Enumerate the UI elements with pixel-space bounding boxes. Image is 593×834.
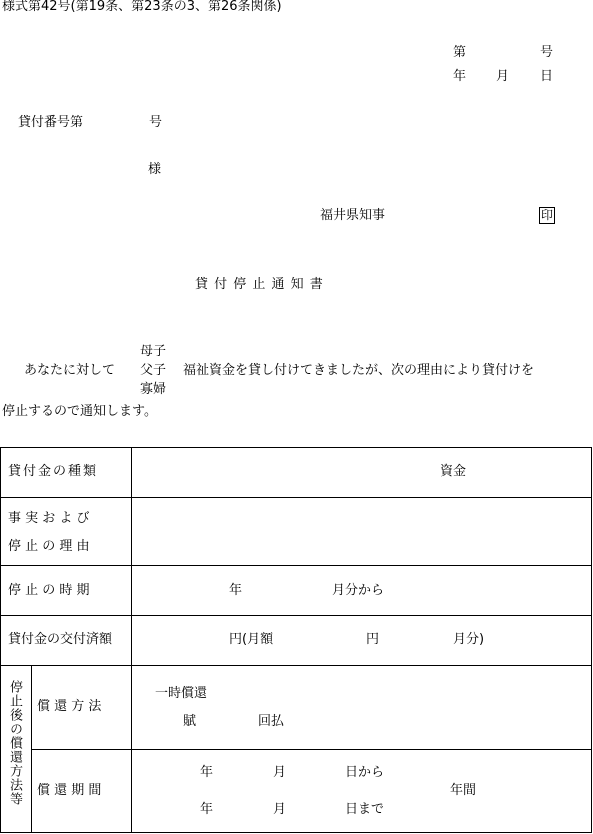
row-divider [31,749,592,750]
issuer-name: 福井県知事 [320,208,386,223]
option-kafu: 寡婦 [140,382,167,397]
row-divider [0,615,592,616]
body-line2: 停止するので通知します。 [2,404,157,419]
repayment-lump-sum: 一時償還 [155,686,208,701]
table-border-right [591,447,592,833]
repayment-installment-count: 回払 [258,714,285,729]
loan-number-prefix: 貸付番号第 [18,115,84,130]
option-boshi: 母子 [140,344,167,359]
column-divider [131,447,132,833]
loan-stop-table [0,447,592,833]
disbursed-months: 月分) [453,632,485,647]
period-end-year: 年 [200,802,214,817]
form-number-header: 様式第42号(第19条、第23条の3、第26条関係) [2,0,282,14]
seal-mark: 印 [541,208,554,222]
disbursed-yen-monthly: 円(月額 [229,632,274,647]
row-label-facts-line1: 事 実 お よ び [8,511,90,526]
row-divider [0,565,592,566]
period-end-month: 月 [273,802,287,817]
body-line1-rest: 福祉資金を貸し付けてきましたが、次の理由により貸付けを [183,363,535,378]
row-label-disbursed-amount: 貸付金の交付済額 [8,632,113,647]
period-start-day: 日から [345,765,385,780]
column-divider [31,665,32,833]
row-divider [0,665,592,666]
date-month: 月 [496,69,510,84]
row-label-repayment-method: 償 還 方 法 [37,699,102,714]
doc-number-go: 号 [540,45,554,60]
stop-period-year: 年 [229,583,243,598]
option-fushi: 父子 [140,363,167,378]
table-border-left [0,447,1,833]
stop-period-month-from: 月分から [332,583,385,598]
row-label-repayment-period: 償 還 期 間 [37,783,102,798]
date-day: 日 [540,69,554,84]
repayment-installment-unit: 賦 [183,714,197,729]
period-start-month: 月 [273,765,287,780]
body-lead: あなたに対して [24,363,116,378]
addressee-honorific: 様 [148,162,162,177]
row-label-loan-type: 貸付金の種類 [8,464,99,479]
disbursed-yen: 円 [366,632,380,647]
doc-number-dai: 第 [453,45,467,60]
row-label-stop-period: 停 止 の 時 期 [8,583,90,598]
document-title: 貸 付 停 止 通 知 書 [195,277,324,292]
row-label-facts-line2: 停 止 の 理 由 [8,539,90,554]
period-end-day: 日まで [345,802,385,817]
group-label-repayment: 停止後の償還方法等 [7,680,22,806]
loan-number-suffix: 号 [149,115,163,130]
period-start-year: 年 [200,765,214,780]
loan-type-value-suffix: 資金 [440,464,467,479]
row-divider [0,497,592,498]
date-year: 年 [453,69,467,84]
period-years: 年間 [450,783,477,798]
table-border-bottom [0,832,592,833]
table-border-top [0,447,592,448]
